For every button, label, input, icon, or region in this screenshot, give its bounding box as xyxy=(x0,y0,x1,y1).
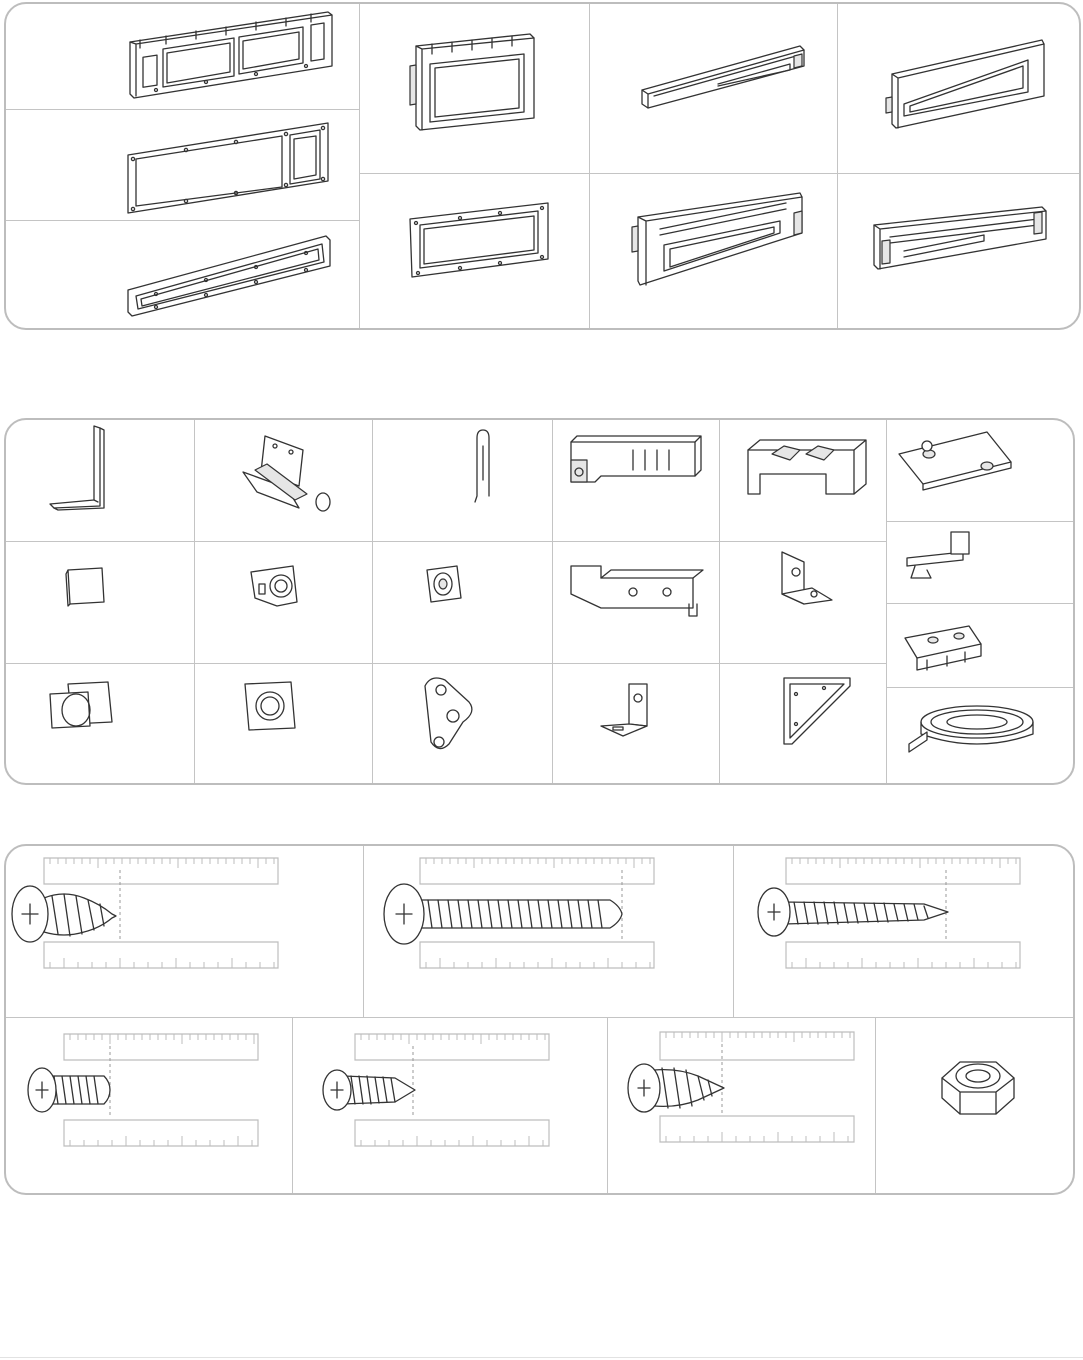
frame-rail-tapered xyxy=(6,220,359,330)
locking-block xyxy=(887,604,1075,687)
slotted-bracket xyxy=(553,542,719,663)
square-cap xyxy=(6,542,194,663)
end-cap-connector xyxy=(553,420,719,541)
three-hole-spacer xyxy=(373,664,552,785)
pivot-plug xyxy=(373,542,552,663)
pan-head-screw-coarse xyxy=(608,1018,875,1195)
wafer-head-screw-short xyxy=(6,846,363,1017)
hardware-parts-panel xyxy=(4,418,1075,785)
fasteners-panel xyxy=(4,844,1075,1195)
pan-head-screw-small xyxy=(6,1018,292,1195)
angled-arm-window xyxy=(838,4,1081,173)
l-plate xyxy=(553,664,719,785)
corner-gusset xyxy=(720,664,886,785)
frame-parts-panel xyxy=(4,2,1081,330)
corner-block xyxy=(720,420,886,541)
latch-plate xyxy=(195,542,372,663)
angled-arm-slim xyxy=(590,4,837,173)
angled-arm-slotted xyxy=(838,173,1081,330)
pan-head-screw-pointed xyxy=(293,1018,607,1195)
l-bracket xyxy=(6,420,194,541)
wire-stand xyxy=(887,522,1075,603)
hinge xyxy=(195,420,372,541)
angle-clip xyxy=(720,542,886,663)
hex-nut xyxy=(876,1018,1075,1195)
page-bottom-rule xyxy=(0,1357,1083,1358)
frame-rail-short-open xyxy=(360,173,589,330)
frame-rail-long-double xyxy=(6,4,359,109)
frame-rail-long-open xyxy=(6,109,359,220)
hairpin-clip xyxy=(373,420,552,541)
square-washer xyxy=(195,664,372,785)
square-tube-cap xyxy=(6,664,194,785)
angled-arm-box xyxy=(590,173,837,330)
foam-tape-roll xyxy=(887,688,1075,785)
pan-head-screw-long xyxy=(364,846,733,1017)
slide-bracket xyxy=(887,420,1075,521)
wafer-head-screw-pointed xyxy=(734,846,1075,1017)
frame-rail-short xyxy=(360,4,589,173)
